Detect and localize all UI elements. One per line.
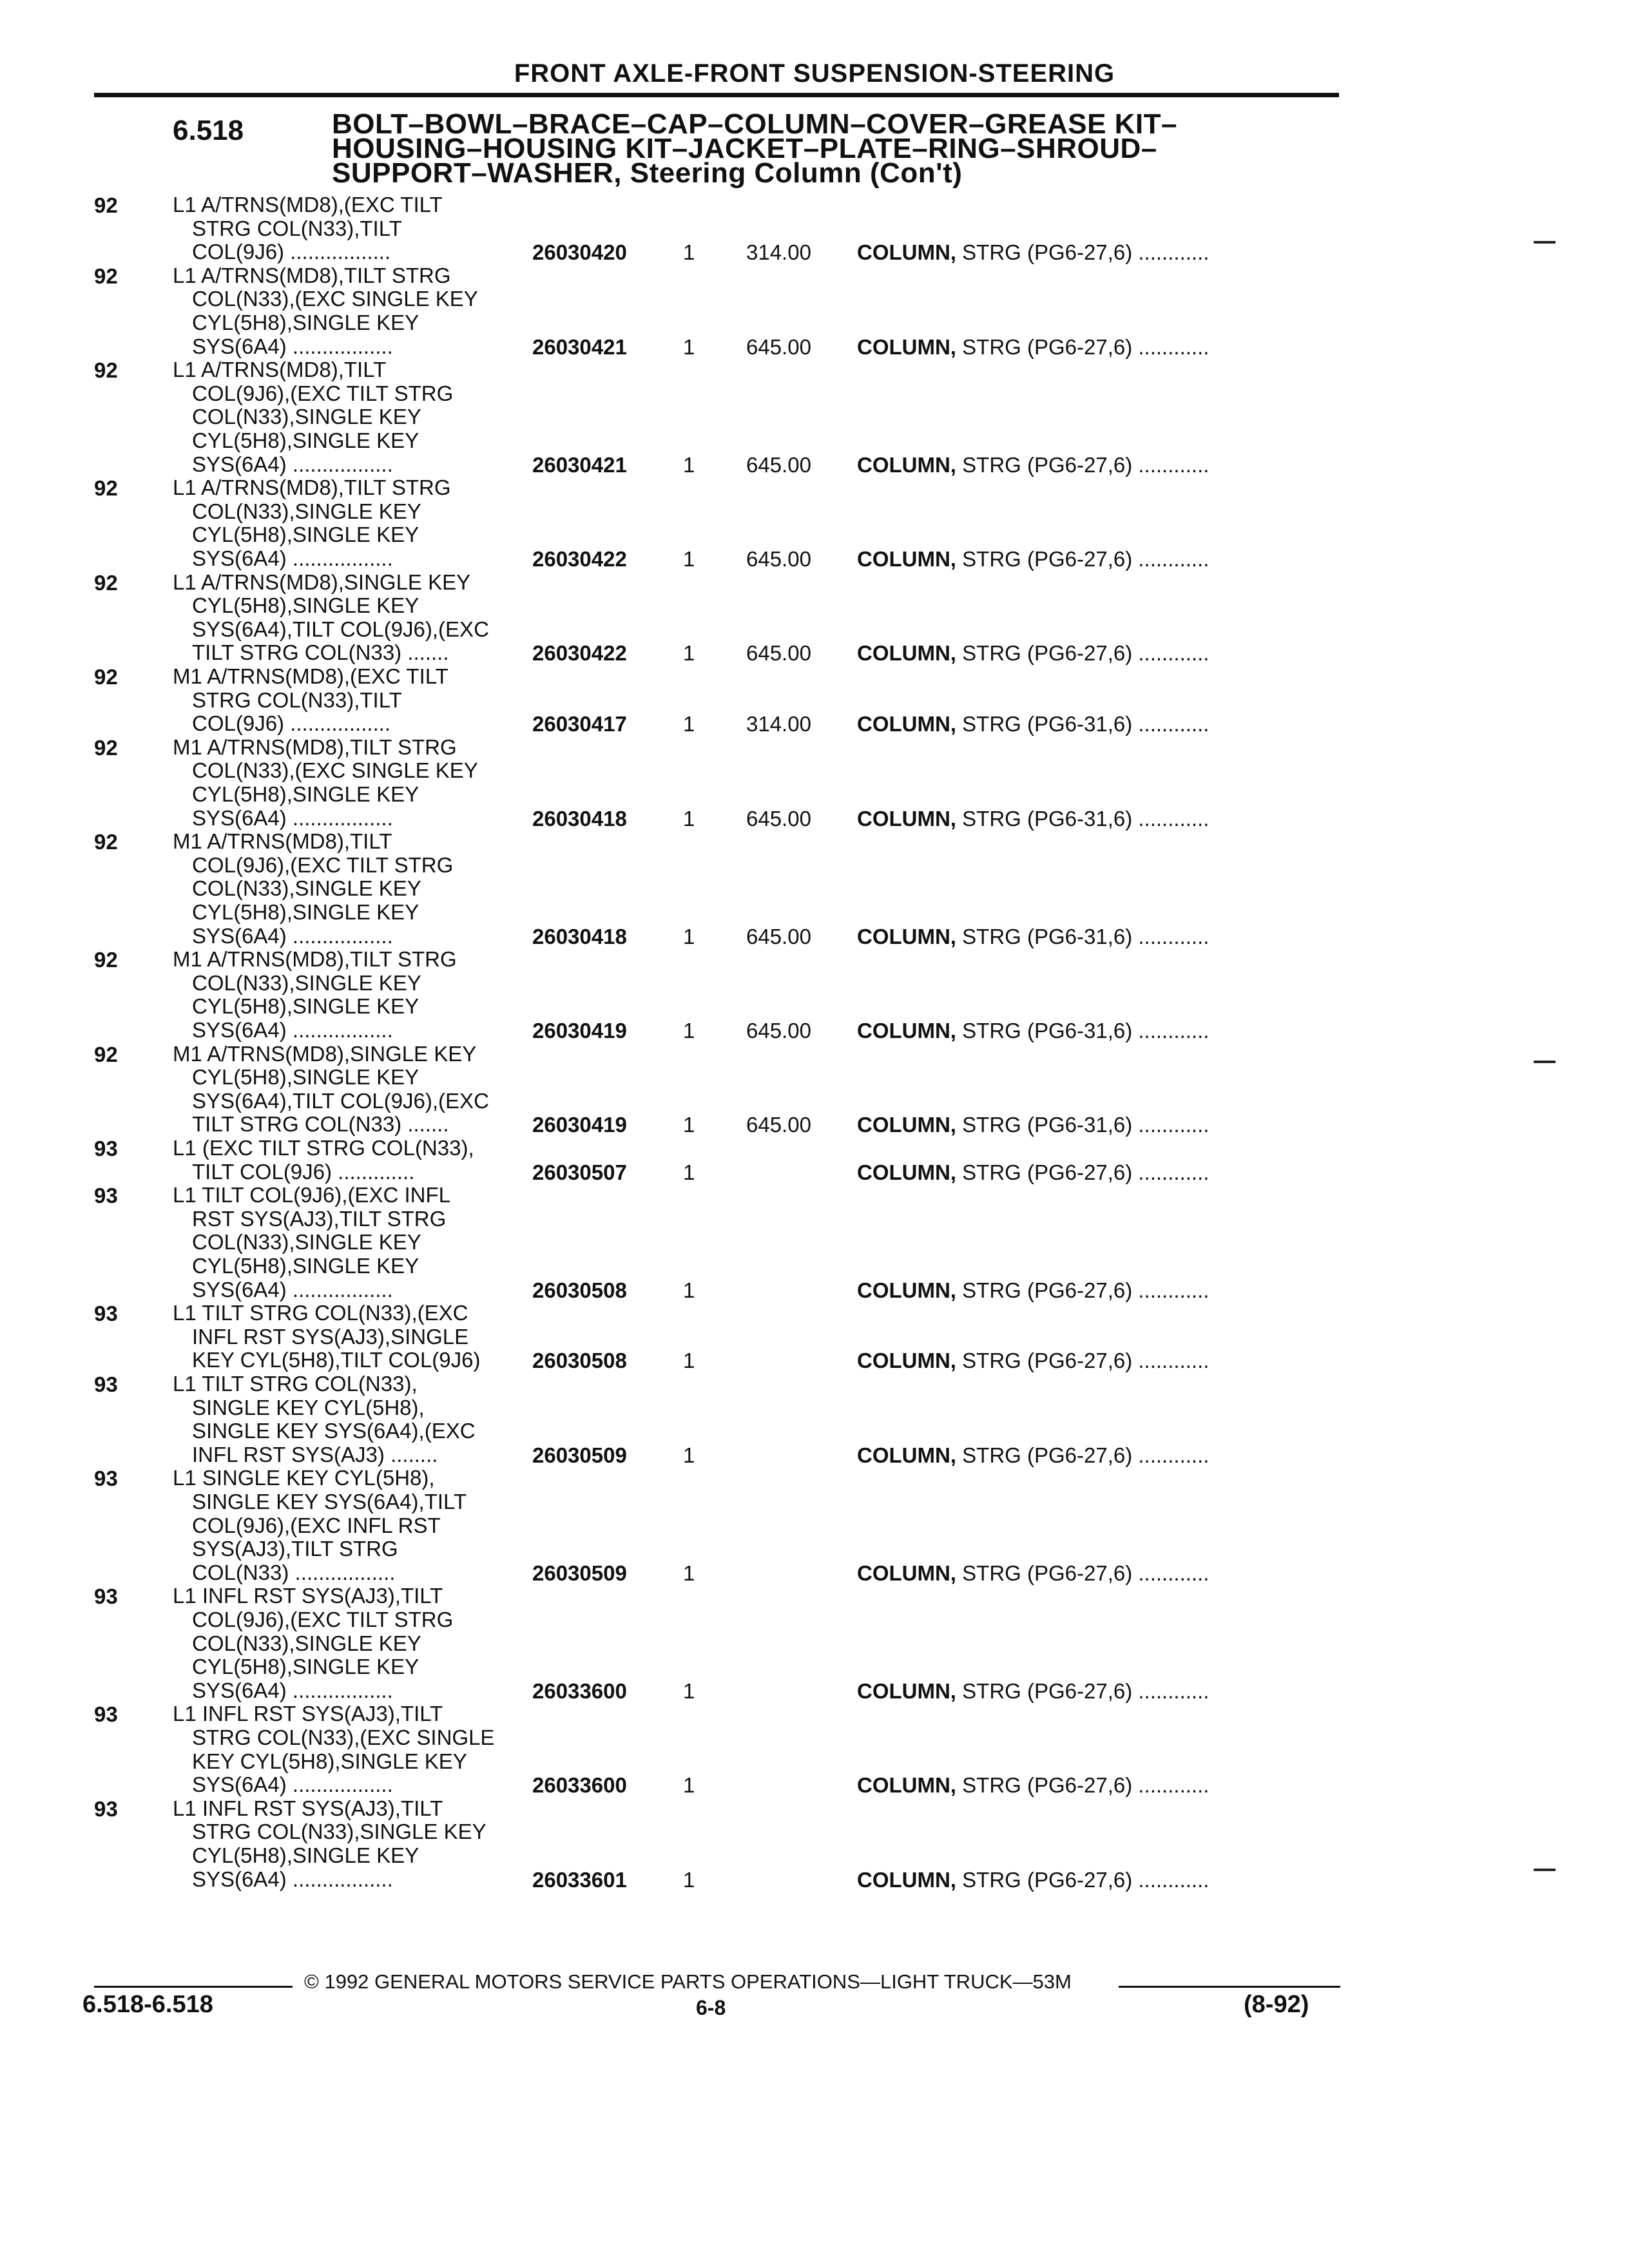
usage-line: INFL RST SYS(AJ3),SINGLE xyxy=(192,1324,469,1349)
part-name-detail: STRG (PG6-31,6) ............ xyxy=(956,924,1210,948)
usage-line: M1 A/TRNS(MD8),TILT xyxy=(173,829,392,854)
usage-description xyxy=(173,1797,559,1891)
ref-number: 92 xyxy=(94,830,118,854)
part-name xyxy=(857,712,1209,736)
part-number: 26030509 xyxy=(532,1443,627,1467)
part-name-bold: COLUMN, xyxy=(857,641,956,666)
part-name-bold: COLUMN, xyxy=(857,334,956,359)
margin-tick-mark xyxy=(1534,1869,1556,1871)
price: 314.00 xyxy=(746,712,811,736)
usage-line: SYS(6A4) ................. xyxy=(192,1773,393,1797)
quantity: 1 xyxy=(683,806,695,831)
part-name-detail: STRG (PG6-27,6) ............ xyxy=(956,452,1210,477)
ref-number: 92 xyxy=(94,948,118,972)
usage-line: STRG COL(N33),SINGLE KEY xyxy=(192,1820,487,1844)
price: 645.00 xyxy=(746,546,811,571)
part-name xyxy=(857,807,1209,831)
usage-line: M1 A/TRNS(MD8),TILT STRG xyxy=(173,947,457,972)
quantity: 1 xyxy=(683,1018,695,1043)
usage-description xyxy=(173,1302,559,1372)
part-name-bold: COLUMN, xyxy=(857,240,956,265)
usage-line: SINGLE KEY SYS(6A4),(EXC xyxy=(192,1419,476,1443)
footer-rule-right xyxy=(1119,1986,1340,1988)
usage-line: COL(N33),SINGLE KEY xyxy=(192,1631,421,1655)
usage-description xyxy=(173,571,559,665)
usage-line: CYL(5H8),SINGLE KEY xyxy=(192,523,419,547)
usage-line: L1 A/TRNS(MD8),TILT STRG xyxy=(173,476,451,500)
part-number: 26030422 xyxy=(532,546,627,571)
quantity: 1 xyxy=(683,1278,695,1302)
usage-line: L1 INFL RST SYS(AJ3),TILT xyxy=(173,1796,443,1820)
ref-number: 93 xyxy=(94,1584,118,1609)
usage-line: SYS(6A4) ................. xyxy=(192,334,393,358)
part-number: 26030422 xyxy=(532,641,627,666)
usage-description xyxy=(173,948,559,1042)
part-name-bold: COLUMN, xyxy=(857,546,956,571)
part-number: 26030508 xyxy=(532,1278,627,1302)
ref-number: 92 xyxy=(94,193,118,217)
part-name xyxy=(857,1278,1209,1303)
usage-line: TILT COL(9J6) ............. xyxy=(192,1159,415,1184)
quantity: 1 xyxy=(683,1443,695,1467)
usage-line: COL(9J6),(EXC TILT STRG xyxy=(192,852,454,877)
usage-line: M1 A/TRNS(MD8),TILT STRG xyxy=(173,735,457,759)
usage-line: SYS(6A4) ................. xyxy=(192,923,393,948)
part-name-bold: COLUMN, xyxy=(857,1561,956,1585)
usage-description xyxy=(173,264,559,358)
usage-line: COL(N33),SINGLE KEY xyxy=(192,499,421,523)
usage-line: CYL(5H8),SINGLE KEY xyxy=(192,899,419,924)
ref-number: 93 xyxy=(94,1372,118,1396)
price: 645.00 xyxy=(746,1018,811,1043)
part-name xyxy=(857,1019,1209,1043)
quantity: 1 xyxy=(683,334,695,359)
page-header-title: FRONT AXLE-FRONT SUSPENSION-STEERING xyxy=(514,59,1115,88)
usage-line: INFL RST SYS(AJ3) ........ xyxy=(192,1442,438,1466)
footer-page-number: 6-8 xyxy=(696,1996,726,2019)
part-name-detail: STRG (PG6-27,6) ............ xyxy=(956,1349,1210,1373)
usage-line: TILT STRG COL(N33) ....... xyxy=(192,1112,449,1137)
part-name xyxy=(857,240,1209,265)
ref-number: 93 xyxy=(94,1796,118,1821)
section-title-line: HOUSING–HOUSING KIT–JACKET–PLATE–RING–SHROUD– xyxy=(332,133,1157,164)
part-name-detail: STRG (PG6-31,6) ............ xyxy=(956,1018,1210,1043)
ref-number: 92 xyxy=(94,735,118,760)
usage-line: SINGLE KEY SYS(6A4),TILT xyxy=(192,1489,467,1514)
part-name xyxy=(857,1113,1209,1137)
ref-number: 92 xyxy=(94,570,118,595)
part-name xyxy=(857,547,1209,572)
usage-line: L1 (EXC TILT STRG COL(N33), xyxy=(173,1136,474,1160)
usage-line: L1 SINGLE KEY CYL(5H8), xyxy=(173,1466,435,1490)
usage-line: CYL(5H8),SINGLE KEY xyxy=(192,1065,419,1090)
part-name-detail: STRG (PG6-27,6) ............ xyxy=(956,1678,1210,1703)
ref-number: 93 xyxy=(94,1302,118,1326)
part-number: 26030507 xyxy=(532,1160,627,1184)
usage-line: L1 A/TRNS(MD8),SINGLE KEY xyxy=(173,570,471,594)
part-name xyxy=(857,1561,1209,1586)
part-number: 26033601 xyxy=(532,1867,627,1892)
part-name xyxy=(857,925,1209,949)
part-number: 26030417 xyxy=(532,712,627,736)
usage-line: COL(N33),SINGLE KEY xyxy=(192,405,421,429)
part-number: 26030418 xyxy=(532,806,627,831)
quantity: 1 xyxy=(683,1349,695,1373)
usage-line: SYS(6A4) ................. xyxy=(192,1017,393,1042)
usage-line: M1 A/TRNS(MD8),SINGLE KEY xyxy=(173,1041,477,1066)
ref-number: 92 xyxy=(94,358,118,383)
part-name-bold: COLUMN, xyxy=(857,806,956,831)
quantity: 1 xyxy=(683,1561,695,1585)
usage-description xyxy=(173,1466,559,1584)
section-title-line: BOLT–BOWL–BRACE–CAP–COLUMN–COVER–GREASE KIT– xyxy=(332,108,1178,140)
price: 314.00 xyxy=(746,240,811,265)
usage-line: COL(N33),SINGLE KEY xyxy=(192,1230,421,1254)
usage-line: L1 INFL RST SYS(AJ3),TILT xyxy=(173,1584,443,1608)
quantity: 1 xyxy=(683,1678,695,1703)
usage-description xyxy=(173,476,559,570)
usage-description xyxy=(173,193,559,264)
part-name xyxy=(857,1868,1209,1892)
part-number: 26030418 xyxy=(532,924,627,948)
part-name-bold: COLUMN, xyxy=(857,712,956,736)
usage-line: L1 TILT STRG COL(N33),(EXC xyxy=(173,1301,468,1325)
part-name-bold: COLUMN, xyxy=(857,1349,956,1373)
usage-description xyxy=(173,736,559,830)
part-name-bold: COLUMN, xyxy=(857,1867,956,1892)
quantity: 1 xyxy=(683,452,695,477)
usage-line: STRG COL(N33),(EXC SINGLE xyxy=(192,1725,495,1749)
ref-number: 92 xyxy=(94,1042,118,1066)
usage-description xyxy=(173,830,559,948)
part-number: 26030419 xyxy=(532,1113,627,1137)
ref-number: 93 xyxy=(94,1466,118,1491)
price: 645.00 xyxy=(746,1113,811,1137)
quantity: 1 xyxy=(683,240,695,265)
ref-number: 92 xyxy=(94,665,118,689)
usage-line: CYL(5H8),SINGLE KEY xyxy=(192,994,419,1019)
usage-description xyxy=(173,1184,559,1302)
usage-line: KEY CYL(5H8),SINGLE KEY xyxy=(192,1749,467,1773)
usage-line: SYS(6A4) ................. xyxy=(192,1867,393,1891)
part-name xyxy=(857,1679,1209,1704)
usage-line: COL(N33),(EXC SINGLE KEY xyxy=(192,287,478,311)
part-number: 26033600 xyxy=(532,1773,627,1798)
usage-line: COL(N33),SINGLE KEY xyxy=(192,970,421,995)
part-name xyxy=(857,641,1209,666)
ref-number: 93 xyxy=(94,1184,118,1208)
part-number: 26030509 xyxy=(532,1561,627,1585)
usage-line: L1 A/TRNS(MD8),TILT STRG xyxy=(173,263,451,287)
part-name-bold: COLUMN, xyxy=(857,1160,956,1184)
usage-line: COL(9J6) ................. xyxy=(192,711,391,736)
usage-line: SYS(6A4),TILT COL(9J6),(EXC xyxy=(192,617,489,641)
usage-description xyxy=(173,1043,559,1137)
ref-number: 92 xyxy=(94,476,118,501)
part-name-detail: STRG (PG6-27,6) ............ xyxy=(956,1443,1210,1467)
quantity: 1 xyxy=(683,712,695,736)
ref-number: 93 xyxy=(94,1137,118,1160)
ref-number: 92 xyxy=(94,264,118,288)
usage-line: M1 A/TRNS(MD8),(EXC TILT xyxy=(173,664,448,688)
usage-line: L1 INFL RST SYS(AJ3),TILT xyxy=(173,1702,443,1726)
price: 645.00 xyxy=(746,806,811,831)
usage-line: COL(N33) ................. xyxy=(192,1560,396,1584)
part-name-bold: COLUMN, xyxy=(857,1113,956,1137)
section-title-line: SUPPORT–WASHER, Steering Column (Con't) xyxy=(332,157,963,189)
part-name-bold: COLUMN, xyxy=(857,1018,956,1043)
usage-line: KEY CYL(5H8),TILT COL(9J6) xyxy=(192,1348,481,1372)
part-name-detail: STRG (PG6-27,6) ............ xyxy=(956,334,1210,359)
margin-tick-mark xyxy=(1534,1061,1556,1063)
price: 645.00 xyxy=(746,452,811,477)
usage-line: SYS(6A4),TILT COL(9J6),(EXC xyxy=(192,1088,489,1113)
price: 645.00 xyxy=(746,641,811,666)
quantity: 1 xyxy=(683,1113,695,1137)
usage-line: COL(9J6),(EXC TILT STRG xyxy=(192,381,454,405)
part-number: 26030508 xyxy=(532,1349,627,1373)
footer-copyright: © 1992 GENERAL MOTORS SERVICE PARTS OPERATIONS—LIGHT TRUCK—53M xyxy=(304,1970,1072,1993)
part-name-detail: STRG (PG6-27,6) ............ xyxy=(956,240,1210,265)
usage-line: CYL(5H8),SINGLE KEY xyxy=(192,1655,419,1679)
part-name xyxy=(857,1443,1209,1468)
part-name xyxy=(857,453,1209,477)
part-name-bold: COLUMN, xyxy=(857,1443,956,1467)
usage-line: COL(9J6) ................. xyxy=(192,240,391,264)
part-name-detail: STRG (PG6-27,6) ............ xyxy=(956,1278,1210,1302)
part-name-detail: STRG (PG6-27,6) ............ xyxy=(956,641,1210,666)
usage-line: L1 A/TRNS(MD8),(EXC TILT xyxy=(173,193,443,216)
part-name-bold: COLUMN, xyxy=(857,1278,956,1302)
usage-line: RST SYS(AJ3),TILT STRG xyxy=(192,1206,447,1231)
margin-tick-mark xyxy=(1534,241,1556,244)
part-name xyxy=(857,1349,1209,1373)
usage-line: COL(N33),(EXC SINGLE KEY xyxy=(192,758,478,783)
quantity: 1 xyxy=(683,546,695,571)
part-name-detail: STRG (PG6-27,6) ............ xyxy=(956,546,1210,571)
usage-line: CYL(5H8),SINGLE KEY xyxy=(192,782,419,806)
usage-line: COL(N33),SINGLE KEY xyxy=(192,876,421,901)
part-number: 26030421 xyxy=(532,334,627,359)
part-number: 26033600 xyxy=(532,1678,627,1703)
part-name-detail: STRG (PG6-27,6) ............ xyxy=(956,1867,1210,1892)
price: 645.00 xyxy=(746,924,811,948)
part-name xyxy=(857,1160,1209,1185)
price: 645.00 xyxy=(746,334,811,359)
usage-line: SYS(6A4) ................. xyxy=(192,805,393,830)
usage-line: COL(9J6),(EXC TILT STRG xyxy=(192,1607,454,1631)
usage-description xyxy=(173,1372,559,1466)
part-name-detail: STRG (PG6-31,6) ............ xyxy=(956,712,1210,736)
usage-line: SINGLE KEY CYL(5H8), xyxy=(192,1395,425,1419)
part-number: 26030419 xyxy=(532,1018,627,1043)
part-name xyxy=(857,1773,1209,1798)
part-name-detail: STRG (PG6-27,6) ............ xyxy=(956,1561,1210,1585)
usage-description xyxy=(173,358,559,476)
usage-line: SYS(6A4) ................. xyxy=(192,546,393,570)
usage-description xyxy=(173,1702,559,1796)
usage-description xyxy=(173,1584,559,1702)
usage-description xyxy=(173,665,559,736)
usage-line: TILT STRG COL(N33) ....... xyxy=(192,640,449,665)
part-name-detail: STRG (PG6-27,6) ............ xyxy=(956,1160,1210,1184)
section-number: 6.518 xyxy=(173,115,244,146)
part-name-detail: STRG (PG6-31,6) ............ xyxy=(956,1113,1210,1137)
quantity: 1 xyxy=(683,641,695,666)
quantity: 1 xyxy=(683,1160,695,1184)
usage-line: CYL(5H8),SINGLE KEY xyxy=(192,1843,419,1867)
usage-description xyxy=(173,1137,559,1184)
footer-section-range: 6.518-6.518 xyxy=(82,1991,213,2018)
footer-rule-left xyxy=(94,1986,293,1988)
quantity: 1 xyxy=(683,924,695,948)
quantity: 1 xyxy=(683,1867,695,1892)
part-name-bold: COLUMN, xyxy=(857,924,956,948)
usage-line: SYS(6A4) ................. xyxy=(192,452,393,476)
quantity: 1 xyxy=(683,1773,695,1798)
footer-revision: (8-92) xyxy=(1244,1991,1309,2018)
ref-number: 93 xyxy=(94,1702,118,1727)
part-name-detail: STRG (PG6-27,6) ............ xyxy=(956,1773,1210,1798)
usage-line: COL(9J6),(EXC INFL RST xyxy=(192,1513,441,1537)
part-name-bold: COLUMN, xyxy=(857,1773,956,1798)
part-name-bold: COLUMN, xyxy=(857,452,956,477)
usage-line: L1 A/TRNS(MD8),TILT xyxy=(173,358,387,382)
usage-line: CYL(5H8),SINGLE KEY xyxy=(192,1253,419,1278)
usage-line: STRG COL(N33),TILT xyxy=(192,216,402,240)
usage-line: L1 TILT STRG COL(N33), xyxy=(173,1372,418,1396)
usage-line: SYS(6A4) ................. xyxy=(192,1678,393,1702)
part-name-bold: COLUMN, xyxy=(857,1678,956,1703)
usage-line: SYS(AJ3),TILT STRG xyxy=(192,1537,398,1561)
usage-line: CYL(5H8),SINGLE KEY xyxy=(192,310,419,334)
part-number: 26030421 xyxy=(532,452,627,477)
usage-line: SYS(6A4) ................. xyxy=(192,1277,393,1302)
usage-line: CYL(5H8),SINGLE KEY xyxy=(192,428,419,452)
part-name-detail: STRG (PG6-31,6) ............ xyxy=(956,806,1210,831)
usage-line: L1 TILT COL(9J6),(EXC INFL xyxy=(173,1183,450,1207)
usage-line: STRG COL(N33),TILT xyxy=(192,687,402,712)
usage-line: CYL(5H8),SINGLE KEY xyxy=(192,593,419,618)
part-number: 26030420 xyxy=(532,240,627,265)
part-name xyxy=(857,335,1209,360)
